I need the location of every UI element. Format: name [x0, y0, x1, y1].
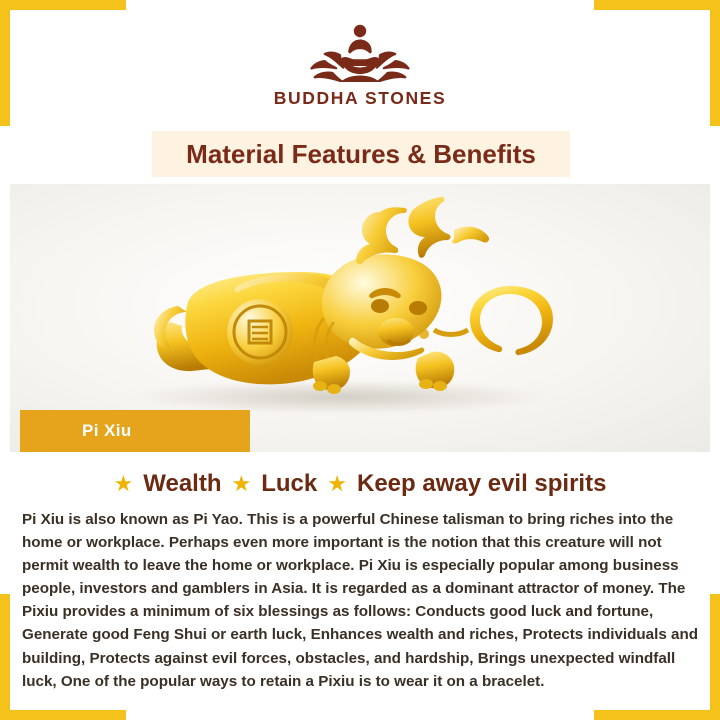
frame-bar-right-bottom	[710, 594, 720, 720]
star-icon: ★	[327, 471, 347, 496]
description-paragraph: Pi Xiu is also known as Pi Yao. This is a powerful Chinese talisman to bring riches into the home or workplace. Perhaps even more important is the notion that this creature will not permit wealth to leave the home or workplace. Pi Xiu is especially popular among business people, investors and gamblers in Asia. It is regarded as a dominant attractor of money. The Pixiu provides a minimum of six blessings as follows: Conducts good luck and fortune, Generate good Feng Shui or earth luck, Enhances wealth and riches, Protects individuals and building, Protects against evil forces, obstacles, and hardship, Brings unexpected windfall luck, One of the popular ways to retain a Pixiu is to wear it on a bracelet.	[22, 511, 698, 690]
frame-bar-bottom-right	[594, 710, 720, 720]
gold-pixiu-pendant-image	[118, 190, 618, 420]
brand-name: BUDDHA STONES	[273, 87, 447, 108]
frame-bar-left-bottom	[0, 594, 10, 720]
benefit-item-2: Luck	[261, 470, 318, 497]
frame-bar-bottom-left	[0, 710, 126, 720]
section-title-band	[152, 131, 570, 177]
product-caption-label: Pi Xiu	[82, 421, 132, 440]
brand-header	[0, 0, 720, 128]
benefit-item-1: Wealth	[143, 470, 222, 497]
benefit-item-3: Keep away evil spirits	[356, 470, 607, 497]
lotus-meditation-icon	[285, 20, 435, 82]
page-title: Material Features & Benefits	[186, 138, 536, 169]
star-icon: ★	[113, 471, 134, 496]
star-icon: ★	[231, 471, 252, 496]
product-caption-chip	[20, 410, 250, 452]
benefits-row	[0, 470, 720, 498]
product-image-panel	[10, 184, 710, 452]
